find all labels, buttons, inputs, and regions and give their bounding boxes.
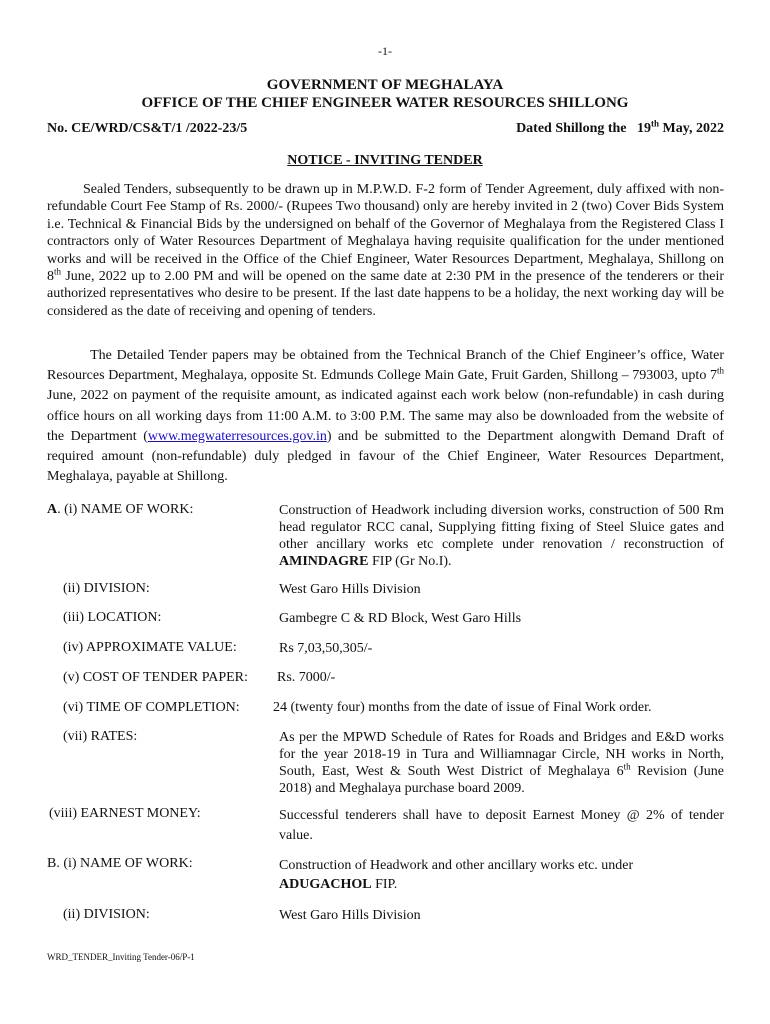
- work-a-approx-label: (iv) APPROXIMATE VALUE:: [63, 640, 237, 655]
- reference-number: No. CE/WRD/CS&T/1 /2022-23/5: [47, 121, 248, 136]
- work-a-name-label: [47, 502, 193, 518]
- work-a-location-label: (iii) LOCATION:: [63, 610, 162, 625]
- notice-heading: NOTICE - INVITING TENDER: [287, 153, 483, 168]
- para1-text-a: Sealed Tenders, subsequently to be drawn up in M.P.W.D. F-2 form of Tender Agreement, duly affixed with non-refundable Court Fee Stamp of Rs. 2000/- (Rupees Two thousand) only are hereby invited in 2 (two) Cover Bids System i.e. Technical & Financial Bids by the undersigned on behalf of the Governor of Meghalaya from the Registered Class I contractors only of Water Resources Department of Meghalaya having requisite qualification for the under mentioned works and will be received in the Office of the Chief Engineer, Water Resources Department, Meghalaya, Shillong on 8: [47, 182, 725, 285]
- work-a-location-value: Gambegre C & RD Block, West Garo Hills: [279, 611, 522, 626]
- paragraph-sealed-tenders: [47, 181, 724, 320]
- work-a-name-bold: AMINDAGRE: [279, 554, 369, 569]
- para2-text-c: ) and be submitted to the Department alongwith Demand Draft of required amount (non-refundable) duly pledged in favour of the Chief Engineer, Water Resources Department, Meghalaya, payable at Shillong.: [47, 428, 724, 485]
- work-a-division-label: (ii) DIVISION:: [63, 581, 150, 596]
- work-a-rates-post: Revision (June 2018) and Meghalaya purchase board 2009.: [279, 764, 724, 796]
- department-website-link[interactable]: www.megwaterresources.gov.in: [147, 428, 327, 444]
- footer-file-reference: WRD_TENDER_Inviting Tender-06/P-1: [47, 952, 195, 962]
- page-number: -1-: [378, 44, 392, 58]
- dated-rest: May, 2022: [659, 121, 724, 136]
- work-a-rates-pre: As per the MPWD Schedule of Rates for Roads and Bridges and E&D works for the year 2018-19 in Tura and Williamnagar Circle, NH works in North, South, East, West & South West District of Meghalaya 6: [279, 730, 724, 779]
- para1-text-b: June, 2022 up to 2.00 PM and will be opened on the same date at 2:30 PM in the presence of the tenderers or their authorized representatives who desire to be present. If the last date happens to be a holiday, the next working day will be considered as the date of receiving and opening of tenders.: [47, 269, 724, 319]
- work-a-time-value: 24 (twenty four) months from the date of issue of Final Work order.: [273, 700, 652, 715]
- dated-day: 19: [637, 121, 652, 136]
- para2-sup: th: [716, 365, 724, 376]
- dated-day-suffix: th: [651, 118, 660, 129]
- work-a-rates-sup: th: [623, 761, 631, 772]
- work-a-approx-value: Rs 7,03,50,305/-: [279, 641, 373, 656]
- work-a-name-label-text: . (i) NAME OF WORK:: [57, 502, 194, 517]
- work-a-name-pre: Construction of Headwork including diversion works, construction of 500 Rm head regulator RCC canal, Supplying fitting fixing of Steel Sluice gates and other ancillary works etc complete under renovation / reconstruction of: [279, 503, 724, 552]
- work-b-name-label: B. (i) NAME OF WORK:: [47, 856, 193, 871]
- para1-sup: th: [54, 266, 62, 277]
- work-b-name-pre: Construction of Headwork and other ancillary works etc. under: [279, 858, 634, 873]
- work-a-cost-label: (v) COST OF TENDER PAPER:: [63, 670, 248, 685]
- para2-text-b: June, 2022 on payment of the requisite amount, as indicated against each work below (non-refundable) in cash during office hours on all working days from 11:00 A.M. to 3:00 P.M. The same may also be downloaded from the website of the Department (: [47, 388, 724, 444]
- government-title: GOVERNMENT OF MEGHALAYA: [266, 77, 504, 93]
- office-title: OFFICE OF THE CHIEF ENGINEER WATER RESOURCES SHILLONG: [141, 95, 629, 111]
- work-b-division-label: (ii) DIVISION:: [63, 907, 150, 922]
- work-a-cost-value: Rs. 7000/-: [277, 670, 336, 685]
- work-a-name-post: FIP (Gr No.I).: [368, 554, 452, 569]
- work-a-rates-value: [279, 729, 724, 797]
- work-b-name-bold: ADUGACHOL: [279, 877, 372, 892]
- work-a-letter: A: [47, 502, 58, 517]
- work-b-division-value: West Garo Hills Division: [279, 908, 421, 923]
- para2-text-a: The Detailed Tender papers may be obtained from the Technical Branch of the Chief Engineer’s office, Water Resources Department, Meghalaya, opposite St. Edmunds College Main Gate, Fruit Garden, Shillong – 793003, upto 7: [47, 348, 725, 384]
- dated-line: [516, 118, 724, 137]
- paragraph-tender-papers: [47, 346, 724, 487]
- work-a-earnest-value: Successful tenderers shall have to deposit Earnest Money @ 2% of tender value.: [279, 808, 724, 843]
- work-a-time-label: (vi) TIME OF COMPLETION:: [63, 700, 240, 715]
- work-b-name-value: [279, 856, 724, 894]
- dated-prefix: Dated Shillong the: [516, 121, 627, 136]
- work-a-name-value: [279, 502, 724, 570]
- work-a-division-value: West Garo Hills Division: [279, 582, 421, 597]
- work-a-earnest-label: (viii) EARNEST MONEY:: [49, 806, 201, 821]
- work-a-rates-label: (vii) RATES:: [63, 729, 138, 744]
- work-b-name-post: FIP.: [371, 877, 398, 892]
